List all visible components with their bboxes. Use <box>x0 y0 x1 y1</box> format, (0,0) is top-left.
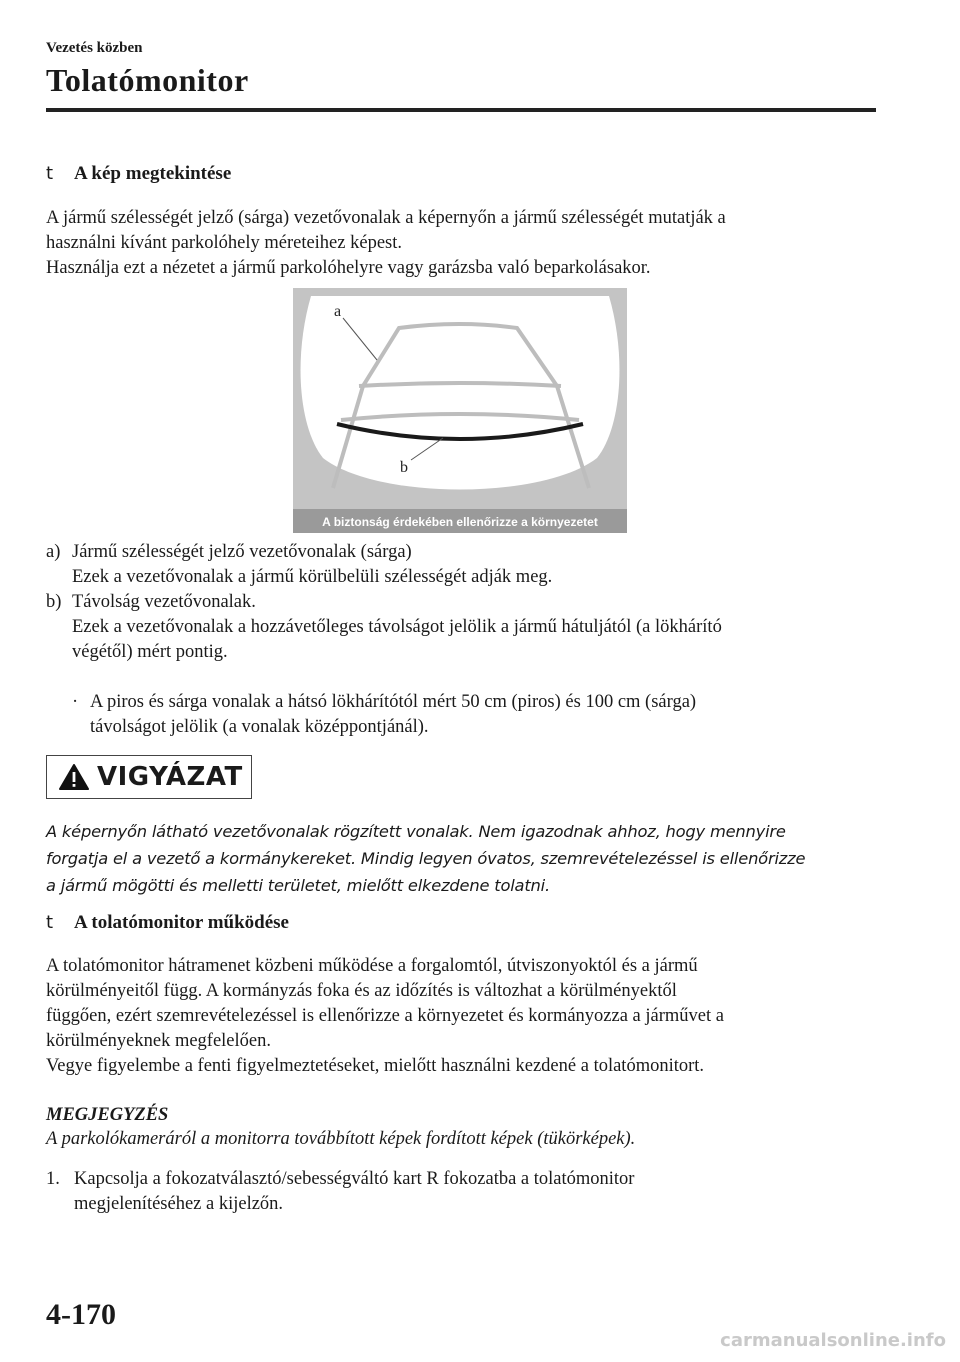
note-heading: MEGJEGYZÉS <box>46 1105 169 1125</box>
figure-legend <box>46 540 886 665</box>
legend-line: Ezek a vezetővonalak a hozzávetőleges távolságot jelölik a jármű hátuljától (a lökhárító <box>72 617 722 637</box>
paragraph-line: A jármű szélességét jelző (sárga) vezetővonalak a képernyőn a jármű szélességét mutatják a <box>46 208 726 228</box>
legend-line: Ezek a vezetővonalak a jármű körülbelüli szélességét adják meg. <box>72 567 553 587</box>
step-item <box>46 1167 886 1217</box>
step-number: 1. <box>46 1169 60 1189</box>
warning-line: a jármű mögötti és melletti területet, mielőtt elkezdene tolatni. <box>46 876 550 895</box>
step-line: Kapcsolja a fokozatválasztó/sebességváltó kart R fokozatba a tolatómonitor <box>74 1169 635 1189</box>
paragraph-line: használni kívánt parkolóhely méreteihez képest. <box>46 233 402 253</box>
section-marker-icon: t <box>46 912 54 933</box>
page-title: Tolatómonitor <box>46 62 249 98</box>
bullet-dot: · <box>72 692 79 712</box>
label-a: a <box>334 303 342 320</box>
legend-line: végétől) mért pontig. <box>72 642 228 662</box>
legend-label: a) <box>46 542 61 562</box>
paragraph-line: körülményeknek megfelelően. <box>46 1031 271 1051</box>
section-heading-text: A kép megtekintése <box>74 163 232 184</box>
page-number: 4-170 <box>46 1298 116 1331</box>
warning-text <box>46 818 896 899</box>
legend-line: Jármű szélességét jelző vezetővonalak (sárga) <box>72 542 412 562</box>
paragraph-line: Vegye figyelembe a fenti figyelmeztetéseket, mielőtt használni kezdené a tolatómonitort. <box>46 1056 705 1076</box>
section-heading-text: A tolatómonitor működése <box>74 912 289 933</box>
warning-triangle-icon <box>59 763 89 791</box>
step-line: megjelenítéséhez a kijelzőn. <box>74 1194 284 1214</box>
warning-line: A képernyőn látható vezetővonalak rögzített vonalak. Nem igazodnak ahhoz, hogy mennyire <box>46 822 786 841</box>
breadcrumb: Vezetés közben <box>46 40 143 56</box>
label-b: b <box>400 459 408 476</box>
bullet-line: távolságot jelölik (a vonalak középpontjánál). <box>90 717 429 737</box>
banner-text: A biztonság érdekében ellenőrizze a környezetet <box>322 515 598 529</box>
paragraph-line: Használja ezt a nézetet a jármű parkolóhelyre vagy garázsba való beparkolásakor. <box>46 258 651 278</box>
warning-box <box>46 755 252 799</box>
warning-label: VIGYÁZAT <box>97 762 243 792</box>
legend-label: b) <box>46 592 62 612</box>
section-heading-operation <box>46 912 289 934</box>
list-item <box>46 540 886 590</box>
list-item <box>46 590 886 665</box>
section-paragraph <box>46 954 886 1079</box>
legend-line: Távolság vezetővonalak. <box>72 592 256 612</box>
bullet-note <box>72 690 872 740</box>
paragraph-line: függően, ezért szemrevételezéssel is ellenőrizze a környezetet és kormányozza a járművet a <box>46 1006 724 1026</box>
note-text: A parkolókameráról a monitorra továbbított képek fordított képek (tükörképek). <box>46 1129 636 1149</box>
camera-view-figure <box>293 288 627 533</box>
section-paragraph <box>46 206 886 281</box>
bullet-line: A piros és sárga vonalak a hátsó lökhárítótól mért 50 cm (piros) és 100 cm (sárga) <box>90 692 697 712</box>
paragraph-line: körülményeitől függ. A kormányzás foka és az időzítés is változhat a körülményektől <box>46 981 677 1001</box>
watermark: carmanualsonline.info <box>720 1330 946 1351</box>
section-heading-view <box>46 163 231 185</box>
title-divider <box>46 108 876 112</box>
section-marker-icon: t <box>46 163 54 184</box>
camera-view-illustration <box>293 288 627 533</box>
warning-line: forgatja el a vezető a kormánykereket. Mindig legyen óvatos, szemrevételezéssel is ellenőrizze <box>46 849 806 868</box>
paragraph-line: A tolatómonitor hátramenet közbeni működése a forgalomtól, útviszonyoktól és a jármű <box>46 956 698 976</box>
